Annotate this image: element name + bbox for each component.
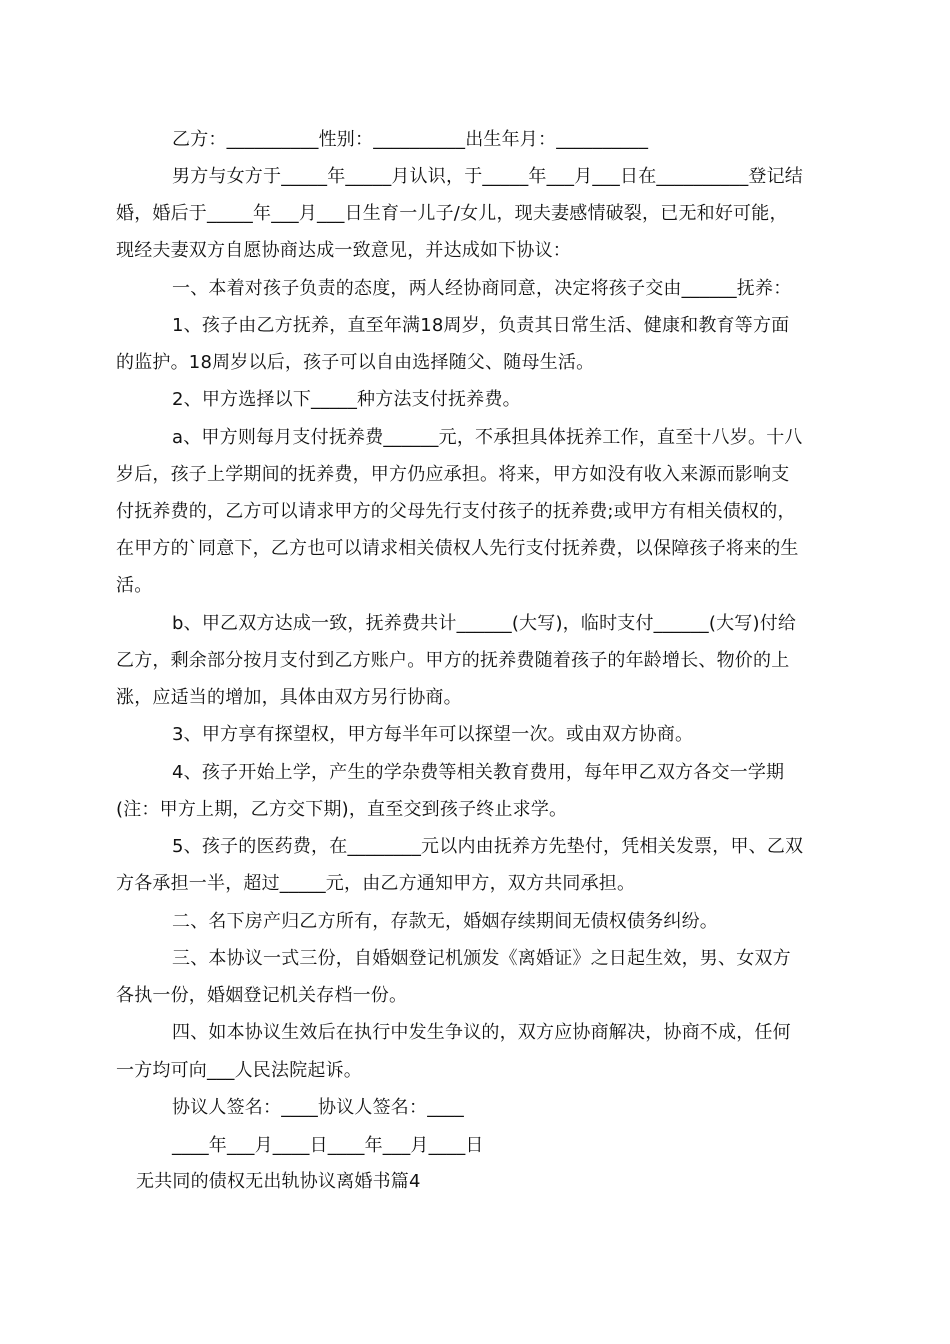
paragraph-line: 在甲方的`同意下，乙方也可以请求相关债权人先行支付抚养费，以保障孩子将来的生 xyxy=(116,538,799,559)
date-line: ____年___月____日____年___月____日 xyxy=(172,1135,484,1156)
paragraph-line: b、甲乙双方达成一致，抚养费共计______(大写)，临时支付______(大写)付给 xyxy=(172,613,797,634)
paragraph-line: 婚，婚后于_____年___月___日生育一儿子/女儿，现夫妻感情破裂，已无和好可能， xyxy=(116,203,788,224)
section-title: 无共同的债权无出轨协议离婚书篇4 xyxy=(136,1171,421,1192)
paragraph-line: 1、孩子由乙方抚养，直至年满18周岁，负责其日常生活、健康和教育等方面 xyxy=(172,315,790,336)
paragraph-line: 一方均可向___人民法院起诉。 xyxy=(116,1060,362,1081)
party-b-info-line: 乙方：__________性别：__________出生年月：__________ xyxy=(172,129,649,150)
paragraph-line: 各执一份，婚姻登记机关存档一份。 xyxy=(116,985,408,1006)
paragraph-line: 5、孩子的医药费，在________元以内由抚养方先垫付，凭相关发票，甲、乙双 xyxy=(172,836,804,857)
signature-line: 协议人签名：____协议人签名：____ xyxy=(172,1097,464,1118)
clause-heading-line: 三、本协议一式三份，自婚姻登记机颁发《离婚证》之日起生效，男、女双方 xyxy=(172,948,791,969)
clause-heading-line: 四、如本协议生效后在执行中发生争议的，双方应协商解决，协商不成，任何 xyxy=(172,1022,791,1043)
paragraph-line: 男方与女方于_____年_____月认识，于_____年___月___日在__________登记结 xyxy=(172,166,803,187)
paragraph-line: 涨，应适当的增加，具体由双方另行协商。 xyxy=(116,687,462,708)
clause-heading-line: 二、名下房产归乙方所有，存款无，婚姻存续期间无债权债务纠纷。 xyxy=(172,911,718,932)
paragraph-line: (注：甲方上期，乙方交下期)，直至交到孩子终止求学。 xyxy=(116,799,568,820)
paragraph-line: 现经夫妻双方自愿协商达成一致意见，并达成如下协议： xyxy=(116,240,571,261)
paragraph-line: a、甲方则每月支付抚养费______元，不承担具体抚养工作，直至十八岁。十八 xyxy=(172,427,803,448)
paragraph-line: 方各承担一半，超过_____元，由乙方通知甲方，双方共同承担。 xyxy=(116,873,636,894)
paragraph-line: 岁后，孩子上学期间的抚养费，甲方仍应承担。将来，甲方如没有收入来源而影响支 xyxy=(116,464,790,485)
clause-heading-line: 一、本着对孩子负责的态度，两人经协商同意，决定将孩子交由______抚养： xyxy=(172,278,792,299)
paragraph-line: 2、甲方选择以下_____种方法支付抚养费。 xyxy=(172,389,521,410)
paragraph-line: 的监护。18周岁以后，孩子可以自由选择随父、随母生活。 xyxy=(116,352,595,373)
paragraph-line: 3、甲方享有探望权，甲方每半年可以探望一次。或由双方协商。 xyxy=(172,724,694,745)
paragraph-line: 付抚养费的，乙方可以请求甲方的父母先行支付孩子的抚养费;或甲方有相关债权的， xyxy=(116,501,796,522)
paragraph-line: 活。 xyxy=(116,575,153,596)
paragraph-line: 4、孩子开始上学，产生的学杂费等相关教育费用，每年甲乙双方各交一学期 xyxy=(172,762,785,783)
paragraph-line: 乙方，剩余部分按月支付到乙方账户。甲方的抚养费随着孩子的年龄增长、物价的上 xyxy=(116,650,790,671)
